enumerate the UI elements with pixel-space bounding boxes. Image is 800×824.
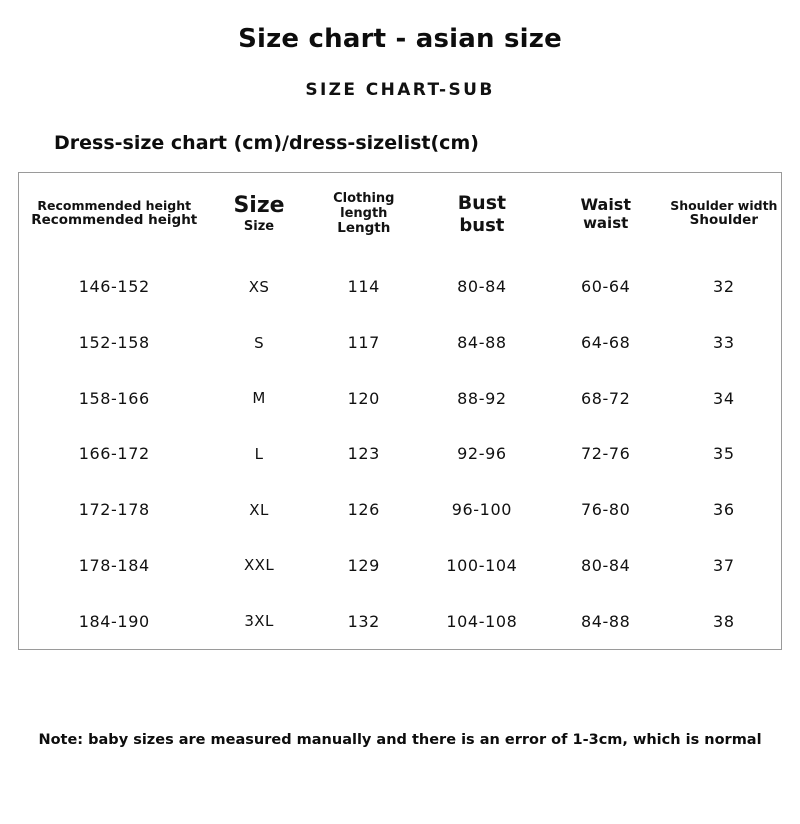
column-header-height	[19, 173, 210, 259]
page-subtitle: SIZE CHART-SUB	[305, 80, 495, 100]
cell-height: 146-152	[78, 277, 150, 297]
column-header-height-bottom: Recommended height	[31, 212, 198, 229]
cell-waist: 60-64	[580, 277, 631, 297]
section-heading: Dress-size chart (cm)/dress-sizelist(cm)	[54, 132, 479, 154]
size-table-container	[18, 172, 782, 650]
cell-length: 123	[347, 444, 380, 464]
column-header-length-top: Clothing length	[333, 190, 395, 222]
cell-height: 152-158	[78, 333, 150, 353]
cell-waist: 84-88	[580, 611, 631, 631]
column-header-size-bottom: Size	[243, 219, 275, 235]
size-table	[19, 173, 781, 649]
cell-shoulder: 36	[713, 500, 735, 520]
cell-bust: 80-84	[457, 277, 507, 297]
cell-bust: 88-92	[457, 388, 507, 408]
column-header-length-bottom: Length	[337, 220, 391, 237]
cell-height: 158-166	[78, 388, 150, 408]
cell-height: 172-178	[78, 500, 150, 520]
cell-bust: 100-104	[446, 555, 518, 575]
cell-shoulder: 35	[713, 444, 735, 464]
cell-bust: 84-88	[457, 333, 507, 353]
cell-height: 184-190	[78, 611, 150, 631]
table-row	[19, 370, 781, 426]
column-header-bust-bottom: bust	[459, 214, 505, 236]
column-header-bust	[419, 173, 545, 259]
cell-shoulder: 37	[713, 555, 735, 575]
measurement-note: Note: baby sizes are measured manually and there is an error of 1-3cm, which is normal	[38, 732, 762, 748]
cell-length: 132	[347, 611, 380, 631]
cell-waist: 68-72	[580, 388, 631, 408]
page-title: Size chart - asian size	[238, 24, 562, 54]
column-header-size	[210, 173, 309, 259]
cell-length: 129	[347, 555, 380, 575]
column-header-waist-top: Waist	[580, 194, 631, 214]
cell-shoulder: 34	[713, 388, 735, 408]
cell-length: 126	[347, 500, 380, 520]
cell-shoulder: 33	[713, 333, 735, 353]
cell-size: XL	[249, 500, 269, 519]
cell-length: 120	[347, 388, 380, 408]
cell-length: 117	[347, 333, 380, 353]
column-header-length	[309, 173, 419, 259]
size-chart-page	[0, 24, 800, 824]
table-row	[19, 538, 781, 594]
table-row	[19, 426, 781, 482]
cell-bust: 92-96	[457, 444, 507, 464]
cell-size: XS	[248, 277, 270, 296]
table-row	[19, 482, 781, 538]
cell-shoulder: 38	[713, 611, 735, 631]
table-row	[19, 259, 781, 315]
column-header-height-top: Recommended height	[37, 197, 192, 213]
cell-size: 3XL	[244, 612, 274, 631]
table-row	[19, 315, 781, 371]
cell-bust: 96-100	[451, 500, 513, 520]
cell-size: M	[252, 389, 266, 408]
table-body	[19, 259, 781, 649]
cell-height: 178-184	[78, 555, 150, 575]
column-header-waist-bottom: waist	[583, 213, 629, 232]
column-header-size-top: Size	[233, 193, 285, 219]
cell-shoulder: 32	[713, 277, 735, 297]
cell-height: 166-172	[78, 444, 150, 464]
cell-size: XXL	[243, 556, 275, 575]
cell-size: L	[254, 444, 264, 463]
cell-waist: 64-68	[580, 333, 631, 353]
cell-waist: 80-84	[580, 555, 631, 575]
column-header-shoulder-bottom: Shoulder	[689, 212, 758, 229]
column-header-waist	[545, 173, 667, 259]
cell-length: 114	[347, 277, 380, 297]
table-header	[19, 173, 781, 259]
column-header-bust-top: Bust	[457, 192, 507, 215]
table-header-row	[19, 173, 781, 259]
cell-size: S	[254, 333, 264, 352]
cell-waist: 76-80	[580, 500, 631, 520]
cell-bust: 104-108	[446, 611, 518, 631]
column-header-shoulder	[667, 173, 781, 259]
table-row	[19, 593, 781, 649]
column-header-shoulder-top: Shoulder width	[670, 197, 778, 213]
cell-waist: 72-76	[580, 444, 631, 464]
